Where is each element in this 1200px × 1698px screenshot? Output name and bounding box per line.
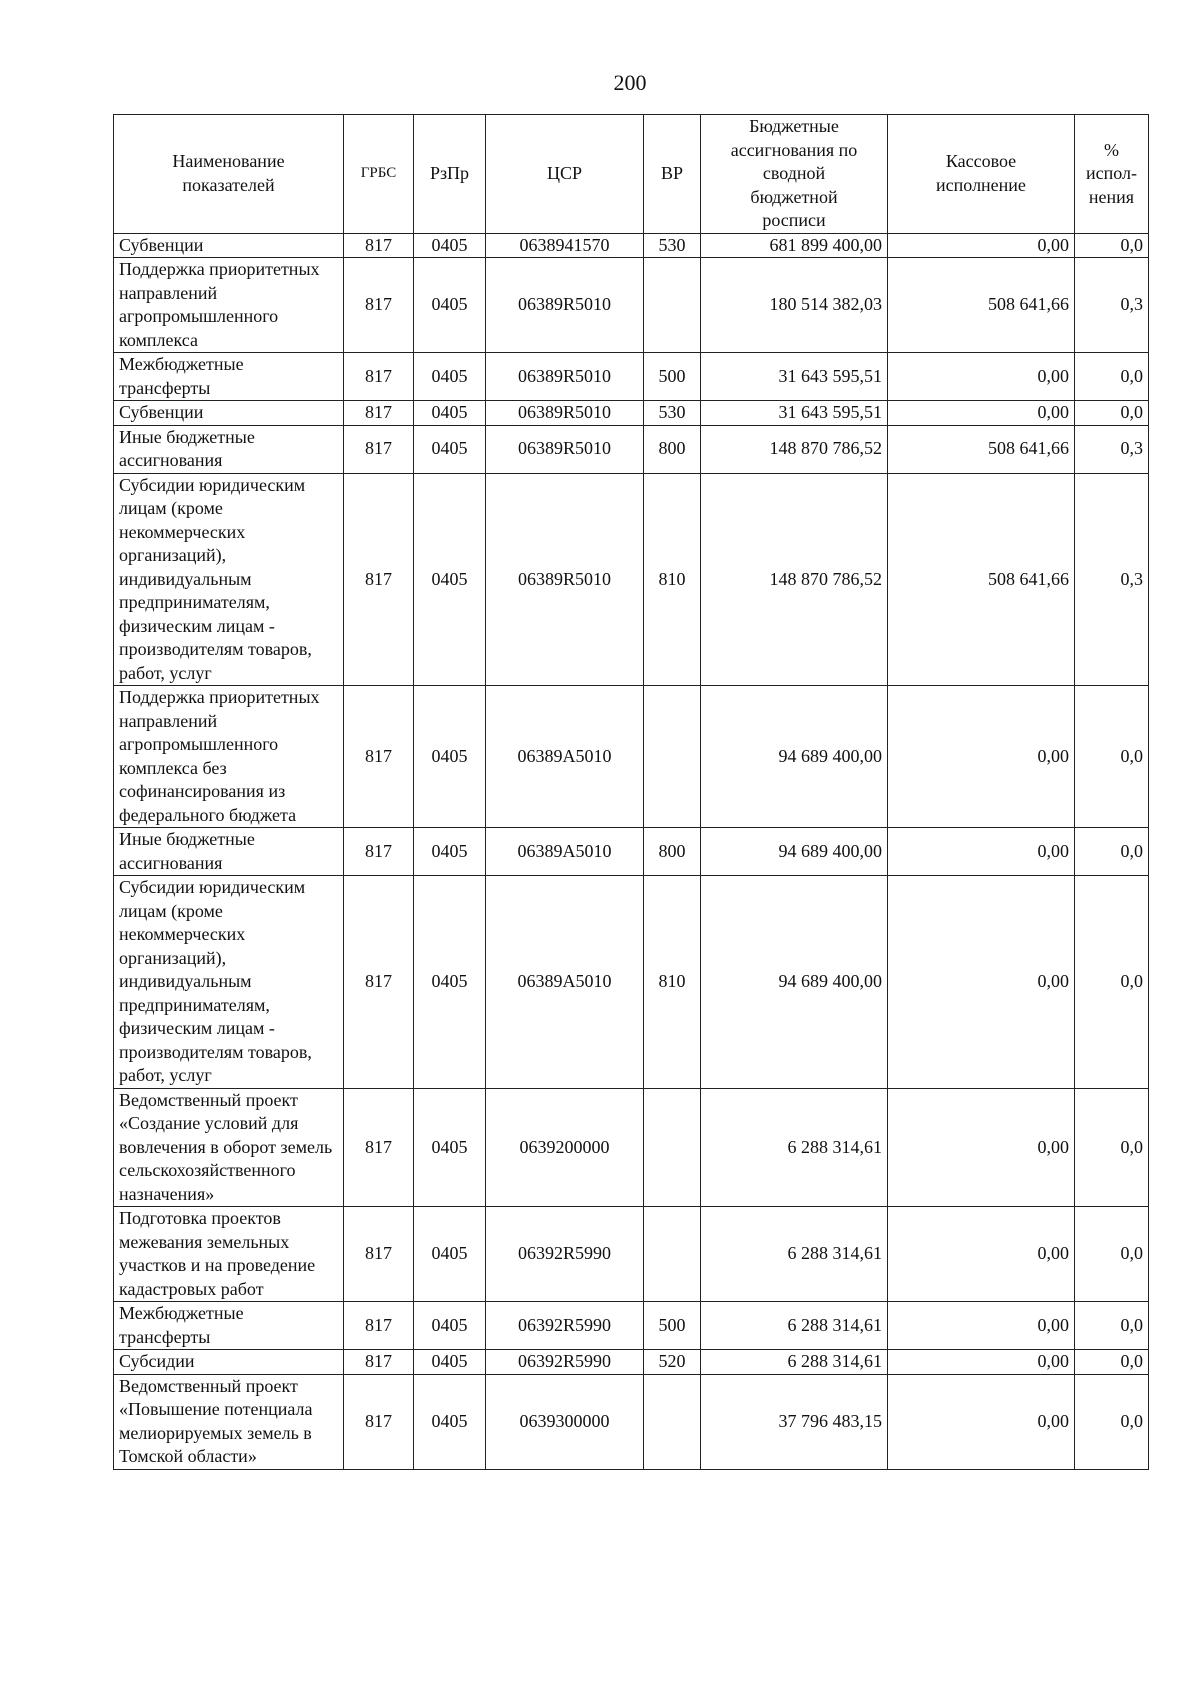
cell-cash: 0,00 <box>888 1350 1075 1375</box>
cell-grbs: 817 <box>344 425 414 473</box>
cell-grbs: 817 <box>344 876 414 1089</box>
cell-cash: 0,00 <box>888 1302 1075 1350</box>
cell-budget: 6 288 314,61 <box>701 1302 888 1350</box>
header-grbs: ГРБС <box>344 115 414 234</box>
cell-pct: 0,0 <box>1075 828 1149 876</box>
cell-name: Субсидии юридическим лицам (кроме некоммерческих организаций), индивидуальным предпринимателям, физическим лицам - производителям товаров, работ, услуг <box>114 876 344 1089</box>
table-row <box>114 686 1149 828</box>
cell-cash: 0,00 <box>888 876 1075 1089</box>
cell-pct: 0,0 <box>1075 686 1149 828</box>
cell-rzpr: 0405 <box>414 258 486 353</box>
cell-rzpr: 0405 <box>414 1207 486 1302</box>
cell-csr: 06389A5010 <box>486 686 644 828</box>
cell-grbs: 817 <box>344 258 414 353</box>
cell-budget: 94 689 400,00 <box>701 828 888 876</box>
cell-budget: 94 689 400,00 <box>701 686 888 828</box>
cell-budget: 148 870 786,52 <box>701 425 888 473</box>
cell-name: Ведомственный проект «Создание условий для вовлечения в оборот земель сельскохозяйственного назначения» <box>114 1088 344 1207</box>
cell-rzpr: 0405 <box>414 1088 486 1207</box>
table-row <box>114 828 1149 876</box>
cell-csr: 06392R5990 <box>486 1302 644 1350</box>
cell-vr: 530 <box>644 233 701 258</box>
table-row <box>114 473 1149 686</box>
cell-grbs: 817 <box>344 353 414 401</box>
cell-budget: 31 643 595,51 <box>701 353 888 401</box>
cell-grbs: 817 <box>344 401 414 426</box>
table-row <box>114 876 1149 1089</box>
cell-cash: 0,00 <box>888 1088 1075 1207</box>
cell-vr <box>644 686 701 828</box>
cell-csr: 06392R5990 <box>486 1207 644 1302</box>
table-row <box>114 1302 1149 1350</box>
cell-vr <box>644 1374 701 1469</box>
cell-pct: 0,0 <box>1075 1302 1149 1350</box>
table-row <box>114 1088 1149 1207</box>
cell-name: Межбюджетные трансферты <box>114 353 344 401</box>
cell-csr: 06389A5010 <box>486 828 644 876</box>
cell-cash: 508 641,66 <box>888 473 1075 686</box>
cell-name: Ведомственный проект «Повышение потенциала мелиорируемых земель в Томской области» <box>114 1374 344 1469</box>
cell-pct: 0,3 <box>1075 473 1149 686</box>
cell-pct: 0,3 <box>1075 425 1149 473</box>
cell-budget: 6 288 314,61 <box>701 1088 888 1207</box>
cell-pct: 0,0 <box>1075 1350 1149 1375</box>
cell-pct: 0,0 <box>1075 1374 1149 1469</box>
cell-vr: 530 <box>644 401 701 426</box>
header-cash: Кассовое исполнение <box>888 115 1075 234</box>
cell-budget: 180 514 382,03 <box>701 258 888 353</box>
cell-name: Подготовка проектов межевания земельных участков и на проведение кадастровых работ <box>114 1207 344 1302</box>
cell-csr: 06389R5010 <box>486 353 644 401</box>
cell-budget: 37 796 483,15 <box>701 1374 888 1469</box>
cell-rzpr: 0405 <box>414 425 486 473</box>
cell-csr: 06389R5010 <box>486 401 644 426</box>
cell-budget: 681 899 400,00 <box>701 233 888 258</box>
cell-cash: 0,00 <box>888 686 1075 828</box>
cell-pct: 0,0 <box>1075 401 1149 426</box>
cell-grbs: 817 <box>344 473 414 686</box>
cell-csr: 0639200000 <box>486 1088 644 1207</box>
cell-name: Поддержка приоритетных направлений агропромышленного комплекса без софинансирования из федерального бюджета <box>114 686 344 828</box>
cell-vr <box>644 258 701 353</box>
table-row <box>114 258 1149 353</box>
header-pct: % испол-нения <box>1075 115 1149 234</box>
table-row <box>114 353 1149 401</box>
cell-pct: 0,0 <box>1075 1088 1149 1207</box>
cell-budget: 94 689 400,00 <box>701 876 888 1089</box>
cell-grbs: 817 <box>344 1207 414 1302</box>
cell-name: Иные бюджетные ассигнования <box>114 425 344 473</box>
cell-csr: 06389R5010 <box>486 473 644 686</box>
cell-grbs: 817 <box>344 1302 414 1350</box>
cell-name: Субвенции <box>114 401 344 426</box>
cell-rzpr: 0405 <box>414 686 486 828</box>
cell-vr: 520 <box>644 1350 701 1375</box>
table-row <box>114 1350 1149 1375</box>
cell-rzpr: 0405 <box>414 1302 486 1350</box>
cell-grbs: 817 <box>344 686 414 828</box>
cell-pct: 0,0 <box>1075 1207 1149 1302</box>
cell-name: Поддержка приоритетных направлений агропромышленного комплекса <box>114 258 344 353</box>
cell-vr <box>644 1207 701 1302</box>
cell-cash: 0,00 <box>888 233 1075 258</box>
cell-csr: 0639300000 <box>486 1374 644 1469</box>
cell-cash: 0,00 <box>888 401 1075 426</box>
cell-budget: 148 870 786,52 <box>701 473 888 686</box>
page-number: 200 <box>613 70 647 95</box>
cell-rzpr: 0405 <box>414 353 486 401</box>
cell-rzpr: 0405 <box>414 233 486 258</box>
table-row <box>114 1374 1149 1469</box>
cell-rzpr: 0405 <box>414 473 486 686</box>
cell-csr: 06392R5990 <box>486 1350 644 1375</box>
cell-csr: 0638941570 <box>486 233 644 258</box>
cell-grbs: 817 <box>344 828 414 876</box>
cell-name: Субвенции <box>114 233 344 258</box>
cell-rzpr: 0405 <box>414 876 486 1089</box>
cell-cash: 0,00 <box>888 353 1075 401</box>
cell-vr: 500 <box>644 353 701 401</box>
cell-pct: 0,0 <box>1075 876 1149 1089</box>
cell-cash: 0,00 <box>888 828 1075 876</box>
cell-vr: 810 <box>644 876 701 1089</box>
cell-cash: 0,00 <box>888 1207 1075 1302</box>
cell-rzpr: 0405 <box>414 1350 486 1375</box>
cell-cash: 508 641,66 <box>888 258 1075 353</box>
cell-rzpr: 0405 <box>414 1374 486 1469</box>
table-row <box>114 233 1149 258</box>
cell-grbs: 817 <box>344 1374 414 1469</box>
cell-budget: 6 288 314,61 <box>701 1207 888 1302</box>
cell-cash: 508 641,66 <box>888 425 1075 473</box>
header-vr: ВР <box>644 115 701 234</box>
cell-vr: 810 <box>644 473 701 686</box>
cell-vr: 800 <box>644 828 701 876</box>
cell-name: Иные бюджетные ассигнования <box>114 828 344 876</box>
header-rzpr: РзПр <box>414 115 486 234</box>
cell-cash: 0,00 <box>888 1374 1075 1469</box>
cell-vr: 800 <box>644 425 701 473</box>
cell-vr <box>644 1088 701 1207</box>
cell-pct: 0,3 <box>1075 258 1149 353</box>
cell-rzpr: 0405 <box>414 401 486 426</box>
cell-grbs: 817 <box>344 1088 414 1207</box>
cell-budget: 6 288 314,61 <box>701 1350 888 1375</box>
budget-execution-table <box>113 114 1149 1470</box>
cell-name: Субсидии юридическим лицам (кроме некоммерческих организаций), индивидуальным предпринимателям, физическим лицам - производителям товаров, работ, услуг <box>114 473 344 686</box>
header-budget: Бюджетные ассигнования по сводной бюджетной росписи <box>701 115 888 234</box>
cell-pct: 0,0 <box>1075 233 1149 258</box>
cell-budget: 31 643 595,51 <box>701 401 888 426</box>
table-row <box>114 401 1149 426</box>
cell-csr: 06389R5010 <box>486 425 644 473</box>
header-csr: ЦСР <box>486 115 644 234</box>
cell-grbs: 817 <box>344 1350 414 1375</box>
cell-vr: 500 <box>644 1302 701 1350</box>
table-row <box>114 425 1149 473</box>
cell-csr: 06389R5010 <box>486 258 644 353</box>
cell-name: Межбюджетные трансферты <box>114 1302 344 1350</box>
cell-csr: 06389A5010 <box>486 876 644 1089</box>
table-row <box>114 1207 1149 1302</box>
header-name: Наименование показателей <box>114 115 344 234</box>
cell-pct: 0,0 <box>1075 353 1149 401</box>
cell-grbs: 817 <box>344 233 414 258</box>
table-header-row <box>114 115 1149 234</box>
cell-rzpr: 0405 <box>414 828 486 876</box>
cell-name: Субсидии <box>114 1350 344 1375</box>
